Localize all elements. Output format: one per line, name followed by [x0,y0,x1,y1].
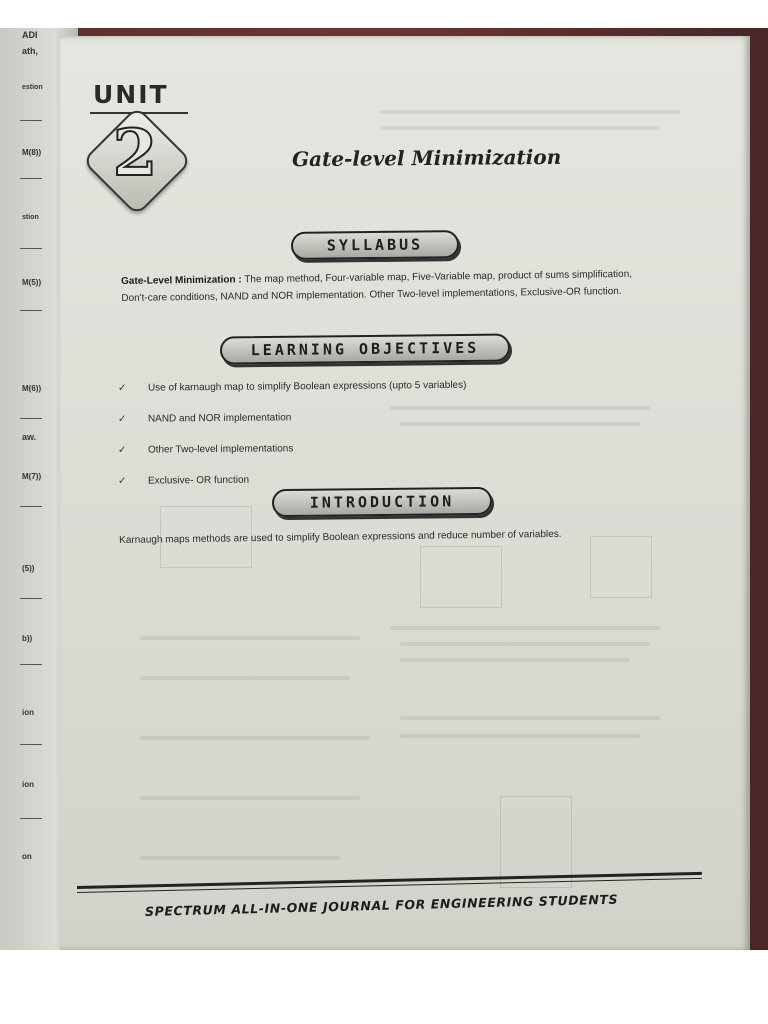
checkmark-icon: ✓ [117,444,127,456]
left-page-fragment: stion [22,214,39,221]
left-page-fragment: M(8)) [22,148,42,157]
list-item [118,441,538,476]
left-page-fragment: M(5)) [22,278,42,287]
syllabus-topic-text: The map method, Four-variable map, Five-Variable map, product of sums simplification, Don't-care conditions, NAND and NOR implementation. Other Two-level implementations, Exclusive-OR function. [121,268,633,304]
left-page-fragment: b)) [22,634,33,643]
left-page-fragment: ion [22,708,34,717]
unit-label: UNIT [93,80,169,109]
book-photo [0,28,768,950]
objective-text: NAND and NOR implementation [147,412,292,425]
introduction-paragraph: Karnaugh maps methods are used to simplify Boolean expressions and reduce number of variables. [119,528,562,546]
left-page-fragment: M(7)) [22,472,42,481]
objective-text: Other Two-level implementations [147,443,294,456]
syllabus-topic-label: Gate-Level Minimization : [121,274,242,287]
left-page-fragment: ath, [22,46,39,56]
list-item [118,410,538,445]
left-page-fragment: M(6)) [22,384,42,393]
objective-text: Exclusive- OR function [147,474,250,487]
left-page-fragment: on [22,852,32,861]
syllabus-paragraph [121,266,646,307]
list-item [118,379,538,414]
left-page-fragment: estion [22,84,43,91]
left-page-fragment: ADI [22,30,38,40]
introduction-heading: INTRODUCTION [272,487,492,517]
checkmark-icon: ✓ [117,382,127,394]
left-page-fragment: aw. [22,432,37,442]
book-page [60,36,750,950]
checkmark-icon: ✓ [117,475,127,487]
objective-text: Use of karnaugh map to simplify Boolean expressions (upto 5 variables) [147,379,467,394]
unit-number: 2 [112,116,158,191]
left-page-fragment: ion [22,780,34,789]
checkmark-icon: ✓ [117,413,127,425]
footer-journal-title: SPECTRUM ALL-IN-ONE JOURNAL FOR ENGINEERING STUDENTS [144,891,619,919]
left-page-fragment: (5)) [22,564,35,573]
syllabus-heading: SYLLABUS [291,230,459,260]
chapter-title: Gate-level Minimization [291,144,562,172]
learning-objectives-heading: LEARNING OBJECTIVES [220,333,510,364]
